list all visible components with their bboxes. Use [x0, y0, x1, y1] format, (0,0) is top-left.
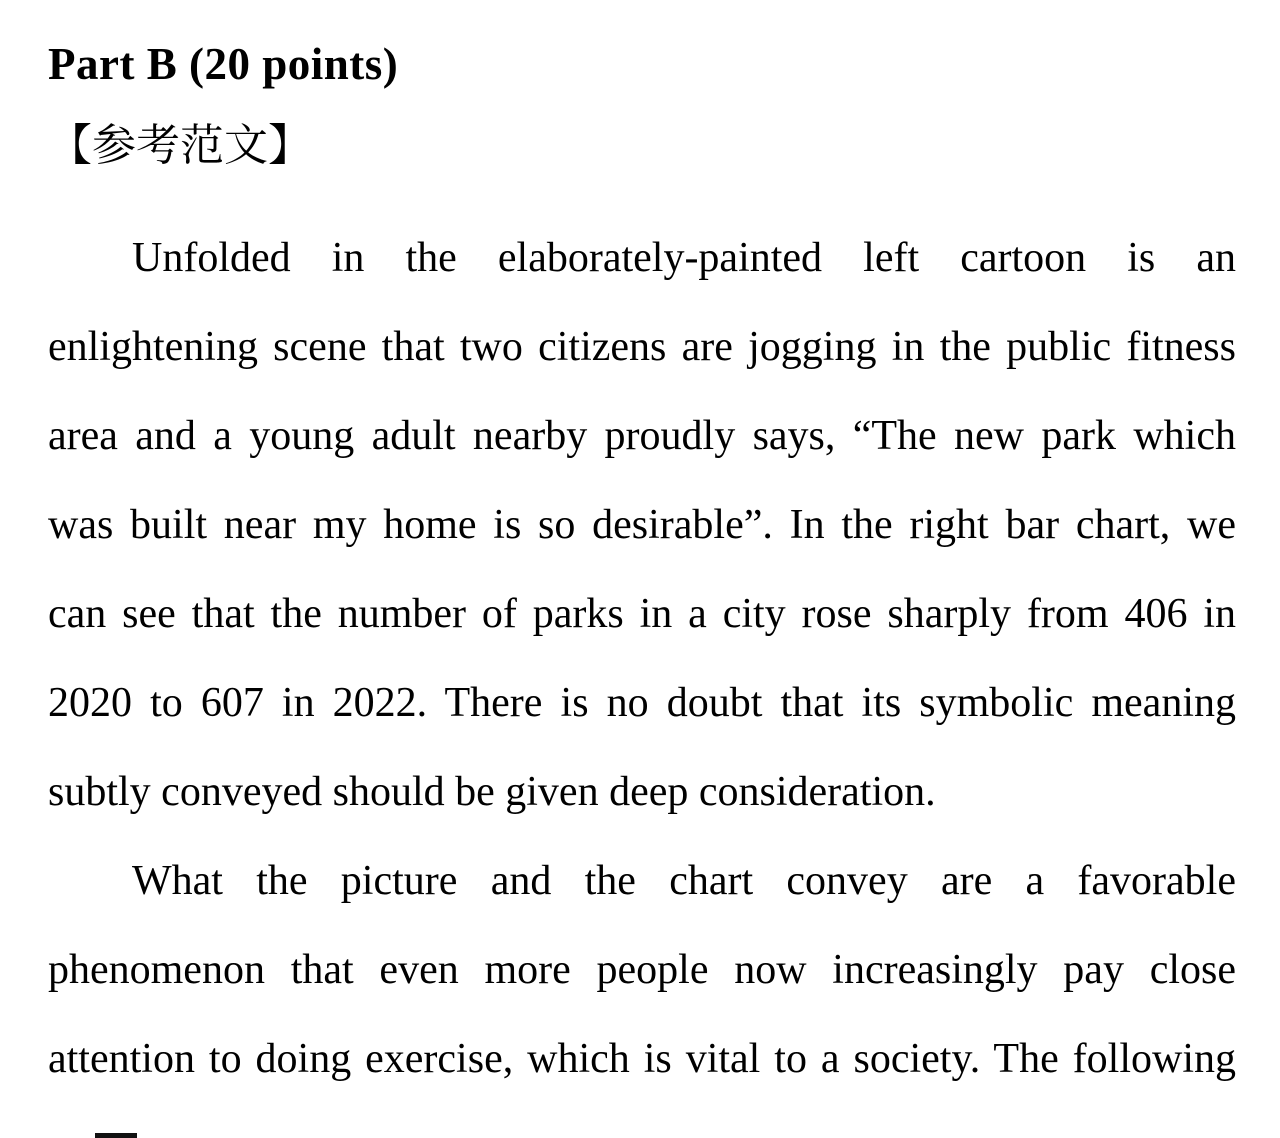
essay-line: 2020 to 607 in 2022. There is no doubt that its symbolic meaning	[48, 680, 1236, 726]
essay-line: was built near my home is so desirable”. In the right bar chart, we	[48, 502, 1236, 548]
clipped-next-line-fragment	[95, 1133, 137, 1138]
essay-paragraph-2	[48, 837, 1236, 1104]
reference-essay-label: 【参考范文】	[48, 121, 312, 170]
essay-line: can see that the number of parks in a city rose sharply from 406 in	[48, 591, 1236, 637]
section-heading: Part B (20 points)	[48, 39, 399, 89]
essay-body	[48, 214, 1236, 1104]
essay-line: subtly conveyed should be given deep consideration.	[48, 769, 936, 815]
essay-line: What the picture and the chart convey are a favorable	[132, 858, 1236, 904]
essay-line: phenomenon that even more people now increasingly pay close	[48, 947, 1236, 993]
essay-line: area and a young adult nearby proudly says, “The new park which	[48, 413, 1236, 459]
essay-paragraph-1	[48, 214, 1236, 837]
essay-line: attention to doing exercise, which is vital to a society. The following	[48, 1036, 1236, 1082]
essay-line: Unfolded in the elaborately-painted left cartoon is an	[132, 235, 1236, 281]
essay-line: enlightening scene that two citizens are jogging in the public fitness	[48, 324, 1236, 370]
